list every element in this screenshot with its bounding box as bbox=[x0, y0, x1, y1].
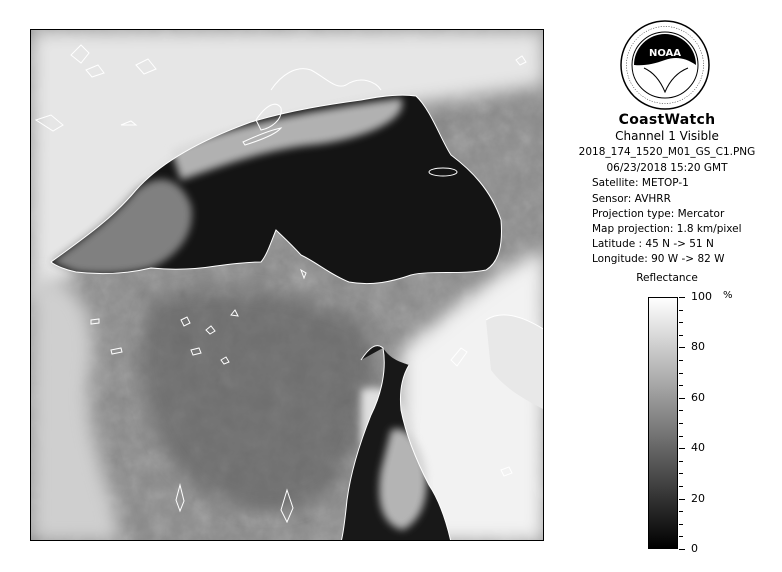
colorbar-tick-label: 0 bbox=[691, 542, 698, 555]
colorbar-tick bbox=[679, 423, 683, 424]
colorbar-tick bbox=[679, 373, 683, 374]
satellite-label: Satellite: METOP-1 bbox=[592, 177, 689, 189]
colorbar-tick bbox=[679, 549, 685, 550]
longitude-label: Longitude: 90 W -> 82 W bbox=[592, 253, 725, 265]
colorbar-tick bbox=[679, 410, 683, 411]
channel-title: Channel 1 Visible bbox=[615, 129, 719, 143]
colorbar-tick-label: 100 bbox=[691, 290, 712, 303]
logo-text: NOAA bbox=[648, 48, 682, 59]
latitude-label: Latitude : 45 N -> 51 N bbox=[592, 238, 714, 250]
colorbar-tick bbox=[679, 398, 685, 399]
sensor-label: Sensor: AVHRR bbox=[592, 193, 671, 205]
colorbar-tick bbox=[679, 385, 683, 386]
colorbar-tick bbox=[679, 360, 683, 361]
program-title: CoastWatch bbox=[618, 112, 716, 128]
colorbar-tick bbox=[679, 436, 683, 437]
colorbar-tick bbox=[679, 511, 683, 512]
info-panel bbox=[560, 10, 774, 562]
colorbar-tick bbox=[679, 322, 683, 323]
colorbar bbox=[648, 297, 678, 549]
colorbar-tick-label: 20 bbox=[691, 492, 705, 505]
noaa-logo bbox=[620, 20, 710, 110]
colorbar-tick-label: 80 bbox=[691, 340, 705, 353]
colorbar-tick bbox=[679, 335, 683, 336]
projection-type-label: Projection type: Mercator bbox=[592, 208, 725, 220]
satellite-image bbox=[30, 29, 544, 541]
colorbar-tick-label: 60 bbox=[691, 391, 705, 404]
colorbar-tick bbox=[679, 347, 685, 348]
colorbar-tick bbox=[679, 524, 683, 525]
datetime-label: 06/23/2018 15:20 GMT bbox=[606, 162, 728, 174]
filename-label: 2018_174_1520_M01_GS_C1.PNG bbox=[578, 146, 756, 158]
colorbar-tick bbox=[679, 461, 683, 462]
colorbar-unit: % bbox=[723, 290, 733, 301]
colorbar-tick bbox=[679, 297, 685, 298]
colorbar-tick bbox=[679, 448, 685, 449]
colorbar-tick bbox=[679, 486, 683, 487]
colorbar-tick bbox=[679, 473, 683, 474]
colorbar-tick bbox=[679, 536, 683, 537]
colorbar-tick bbox=[679, 310, 683, 311]
colorbar-title: Reflectance bbox=[636, 272, 698, 284]
colorbar-tick bbox=[679, 499, 685, 500]
colorbar-tick-label: 40 bbox=[691, 441, 705, 454]
map-projection-label: Map projection: 1.8 km/pixel bbox=[592, 223, 742, 235]
